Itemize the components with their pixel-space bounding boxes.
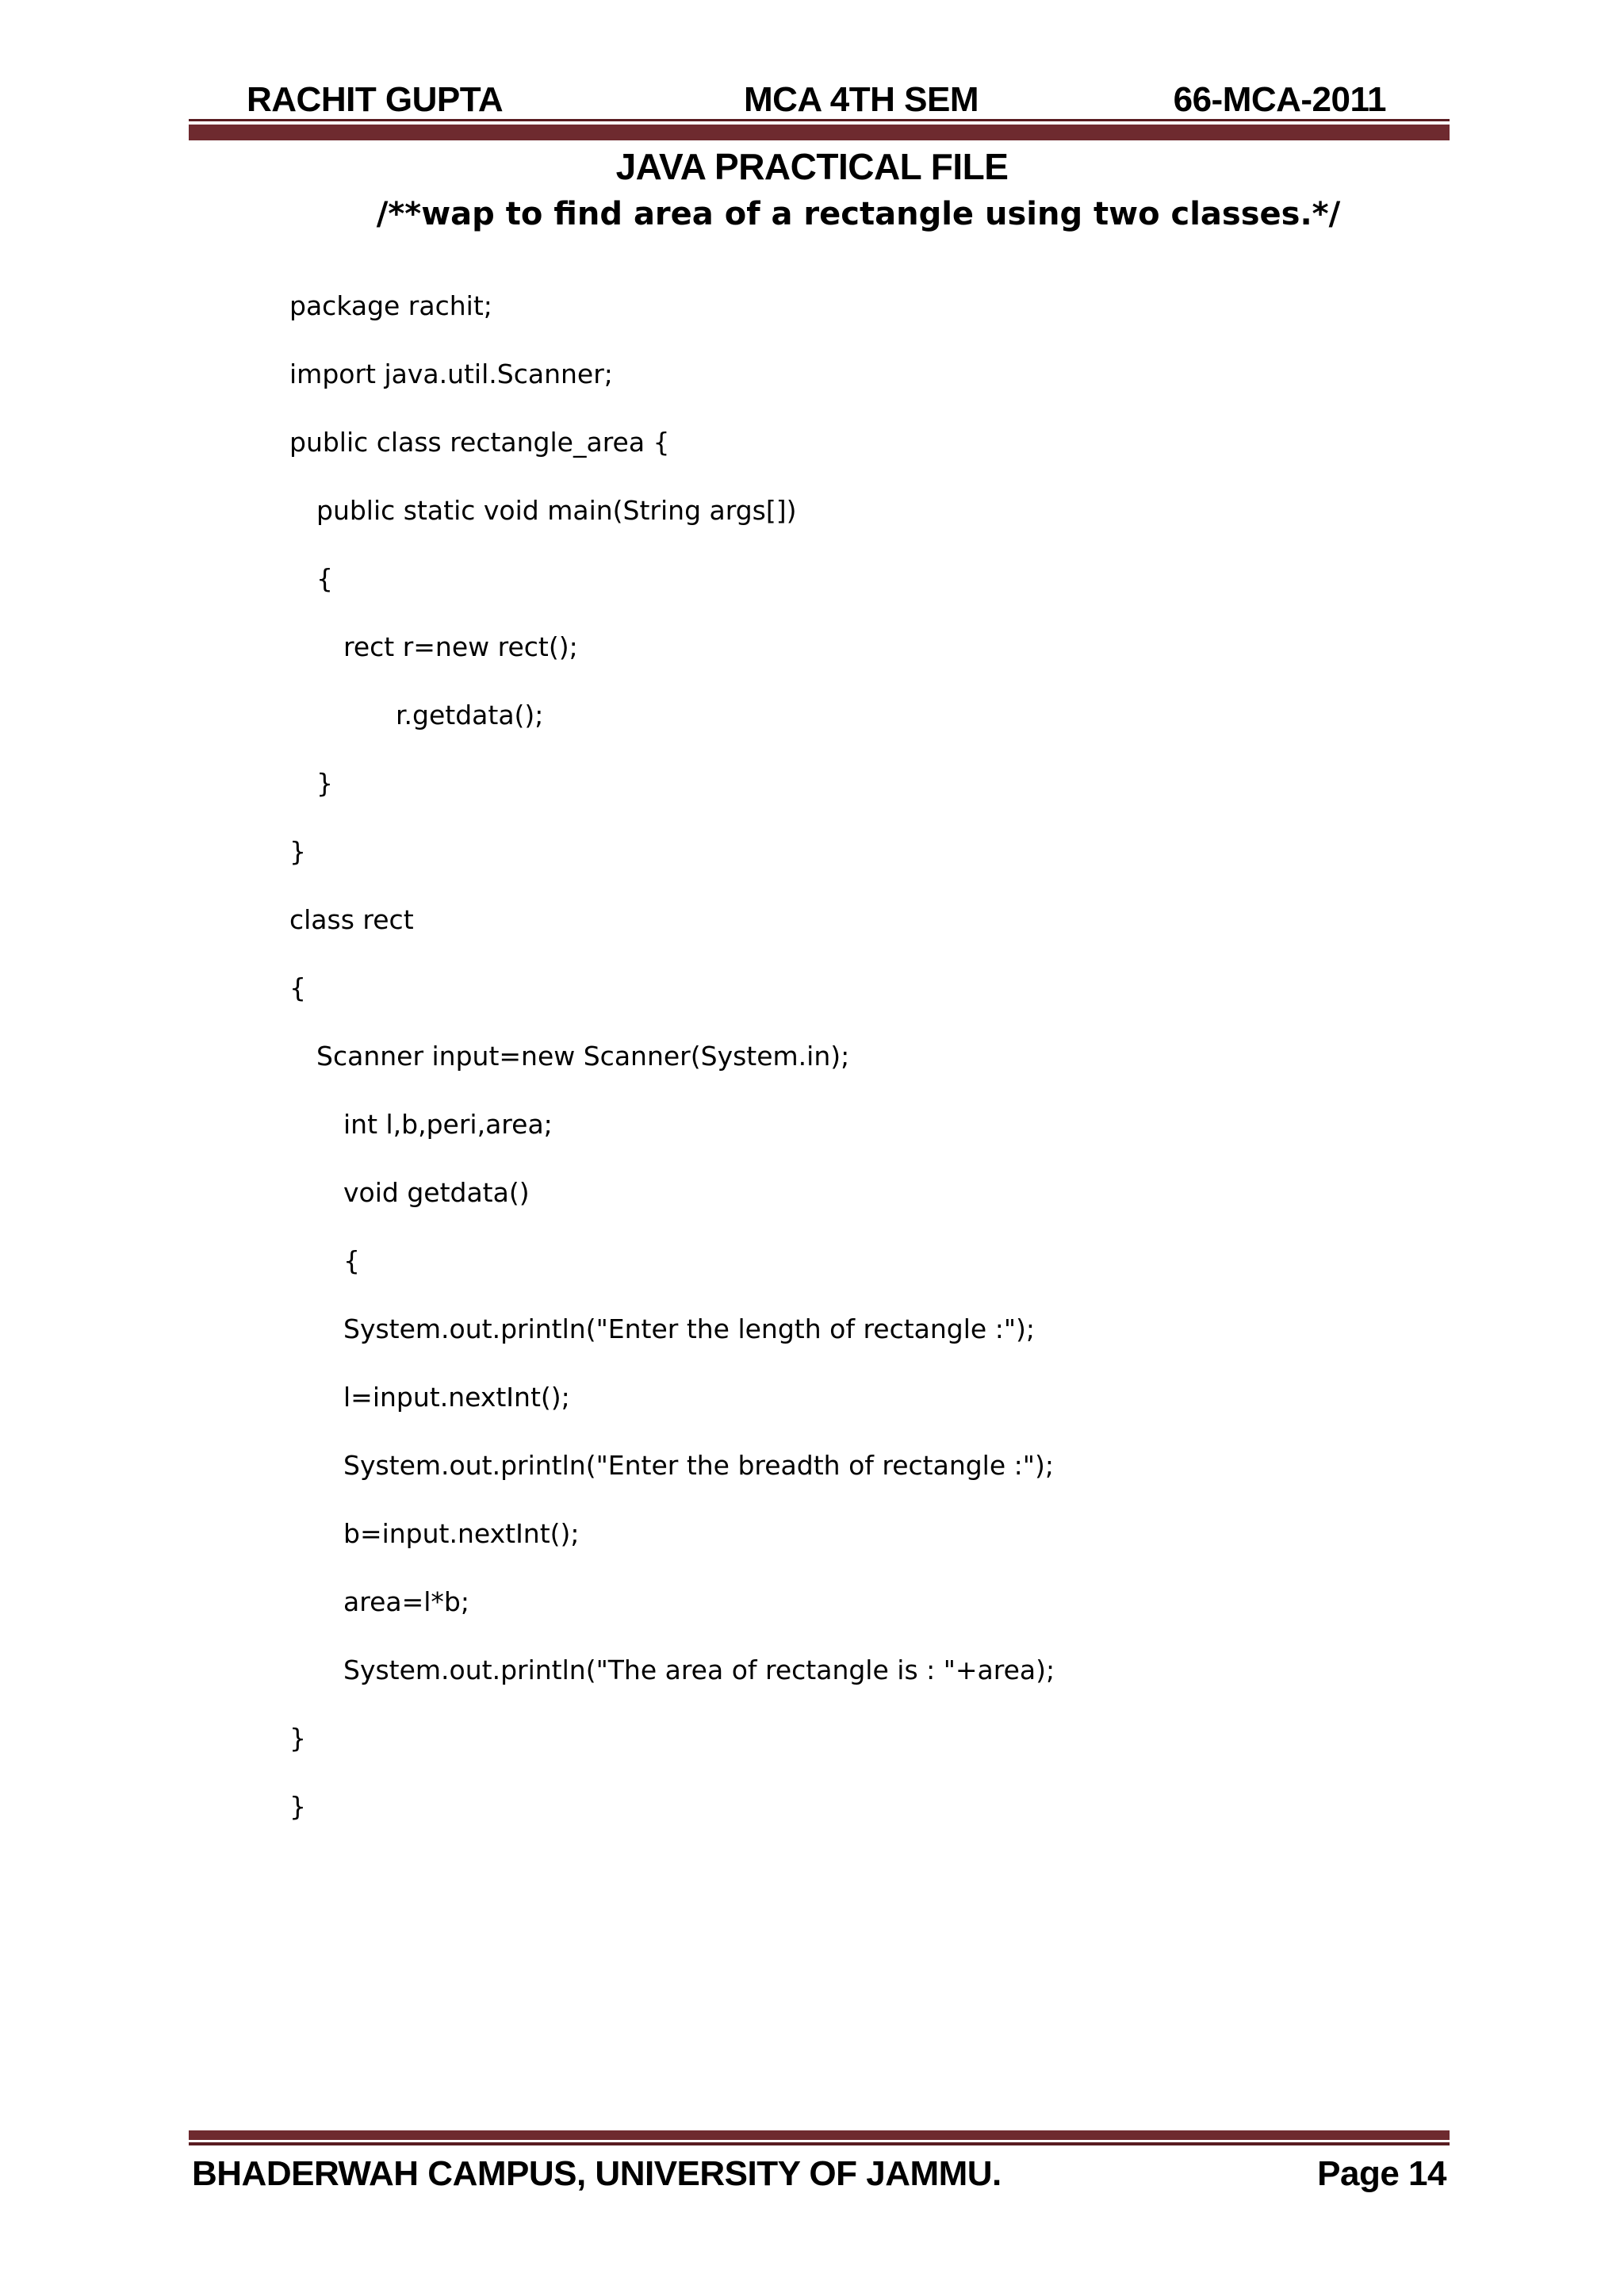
- code-line: Scanner input=new Scanner(System.in);: [316, 1041, 850, 1072]
- header-course: MCA 4TH SEM: [744, 80, 979, 119]
- code-line: {: [316, 563, 333, 594]
- code-line: public static void main(String args[]): [316, 495, 797, 526]
- code-line: System.out.println("Enter the length of rectangle :");: [343, 1313, 1036, 1344]
- code-line: }: [289, 836, 306, 867]
- code-line: l=input.nextInt();: [343, 1382, 570, 1413]
- code-line: area=l*b;: [343, 1586, 469, 1617]
- page-footer: [192, 2146, 1448, 2202]
- code-line: class rect: [289, 904, 414, 935]
- code-line: public class rectangle_area {: [289, 427, 670, 458]
- code-line: package rachit;: [289, 290, 492, 321]
- header-rule-thick: [189, 125, 1450, 140]
- code-line: rect r=new rect();: [343, 631, 578, 662]
- code-line: }: [289, 1791, 306, 1822]
- code-line: System.out.println("Enter the breadth of rectangle :");: [343, 1450, 1054, 1481]
- code-line: import java.util.Scanner;: [289, 359, 613, 389]
- code-line: {: [343, 1245, 360, 1276]
- code-line: {: [289, 972, 306, 1003]
- code-listing: [289, 284, 1479, 1853]
- page-header: [189, 76, 1450, 124]
- code-line: b=input.nextInt();: [343, 1518, 580, 1549]
- code-line: void getdata(): [343, 1177, 530, 1208]
- footer-institution: BHADERWAH CAMPUS, UNIVERSITY OF JAMMU.: [192, 2154, 1002, 2193]
- program-description: /**wap to find area of a rectangle using two classes.*/: [376, 196, 1341, 232]
- code-line: int l,b,peri,area;: [343, 1109, 553, 1140]
- code-line: }: [289, 1723, 306, 1754]
- code-line: r.getdata();: [396, 700, 544, 730]
- footer-rule-thin: [189, 2142, 1450, 2145]
- code-line: }: [316, 768, 333, 799]
- page-number: Page 14: [1317, 2154, 1446, 2193]
- header-roll-number: 66-MCA-2011: [1173, 80, 1386, 119]
- header-author: RACHIT GUPTA: [247, 80, 504, 119]
- header-rule-thin: [189, 119, 1450, 121]
- document-title: JAVA PRACTICAL FILE: [615, 146, 1009, 187]
- code-line: System.out.println("The area of rectangle is : "+area);: [343, 1655, 1055, 1685]
- footer-rule-thick: [189, 2130, 1450, 2140]
